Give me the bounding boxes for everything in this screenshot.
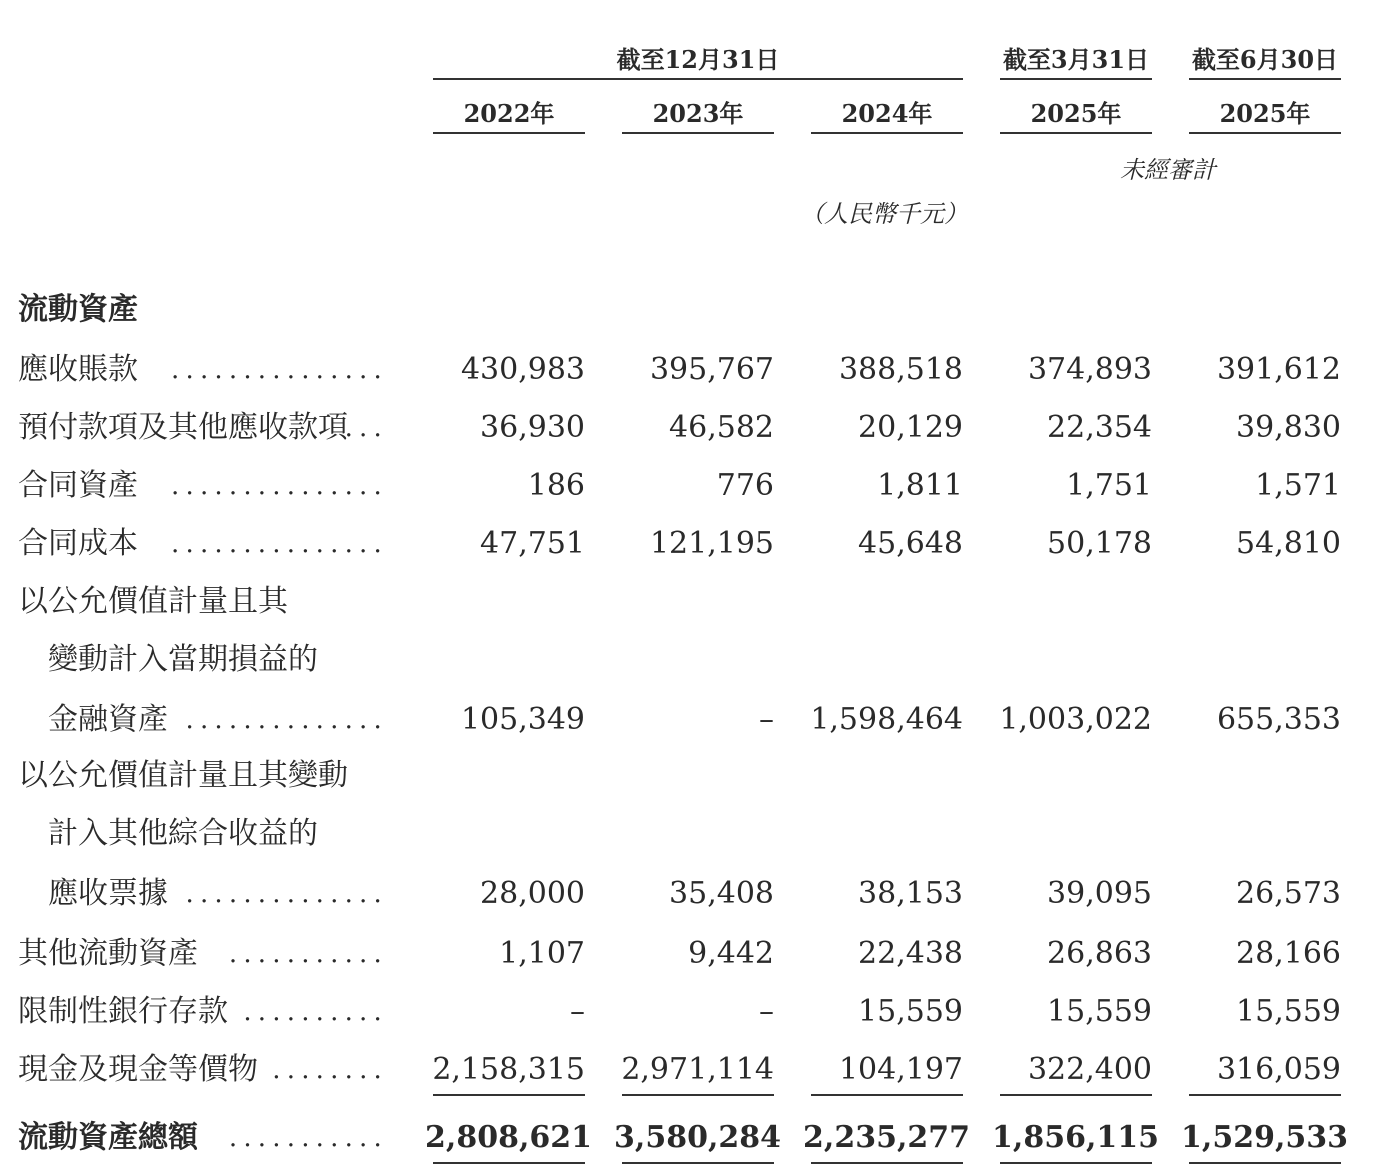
cell-value: 26,573: [1236, 876, 1341, 911]
header-group-mar31: 截至3月31日: [1002, 45, 1150, 74]
cell-value: –: [759, 702, 774, 737]
row-label: 合同成本: [18, 526, 138, 561]
total-value: 2,235,277: [803, 1120, 971, 1155]
year-header-2025-mar: 2025年: [1030, 99, 1122, 128]
leader-dots: ..............: [185, 705, 388, 735]
year-rule-2025-jun: [1189, 132, 1341, 134]
header-group-jun30: 截至6月30日: [1191, 45, 1339, 74]
cell-value: 391,612: [1216, 352, 1341, 387]
unit-note: （人民幣千元）: [800, 200, 968, 228]
cell-value: 395,767: [649, 352, 774, 387]
section-title: 流動資產: [18, 292, 138, 327]
cell-value: 35,408: [669, 876, 774, 911]
cell-value: 45,648: [858, 526, 963, 561]
row-label: 應收賬款: [18, 352, 138, 387]
row-label-line: 金融資產: [48, 702, 168, 737]
cell-value: 20,129: [858, 410, 963, 445]
cell-value: 374,893: [1027, 352, 1152, 387]
subtotal-rule: [1000, 1094, 1152, 1096]
header-group-mar31-rule: [1000, 78, 1152, 80]
cell-value: 1,571: [1255, 468, 1341, 503]
cell-value: 776: [716, 468, 774, 503]
cell-value: 28,166: [1236, 936, 1341, 971]
cell-value: 15,559: [1236, 994, 1341, 1029]
cell-value: 105,349: [460, 702, 585, 737]
year-rule-2024: [811, 132, 963, 134]
cell-value: 15,559: [858, 994, 963, 1029]
cell-value: 54,810: [1236, 526, 1341, 561]
total-value: 1,529,533: [1181, 1120, 1349, 1155]
year-header-2023: 2023年: [652, 99, 744, 128]
row-label-line: 計入其他綜合收益的: [48, 816, 318, 851]
cell-value: 9,442: [688, 936, 774, 971]
leader-dots: ........: [272, 1055, 388, 1085]
year-rule-2025-mar: [1000, 132, 1152, 134]
leader-dots: ...............: [171, 471, 388, 501]
cell-value: 655,353: [1216, 702, 1341, 737]
year-rule-2022: [433, 132, 585, 134]
row-label: 其他流動資產: [18, 936, 198, 971]
row-label-line: 應收票據: [48, 876, 168, 911]
total-value: 2,808,621: [425, 1120, 593, 1155]
cell-value: 38,153: [858, 876, 963, 911]
cell-value: 22,354: [1047, 410, 1152, 445]
leader-dots: ...............: [171, 355, 388, 385]
total-label: 流動資產總額: [18, 1120, 198, 1155]
cell-value: 39,830: [1236, 410, 1341, 445]
total-rule: [1000, 1162, 1152, 1164]
leader-dots: ...............: [171, 529, 388, 559]
cell-value: 47,751: [480, 526, 585, 561]
cell-value: 121,195: [649, 526, 774, 561]
cell-value: –: [759, 994, 774, 1029]
leader-dots: ..............: [185, 879, 388, 909]
row-label: 預付款項及其他應收款項: [18, 410, 348, 445]
row-label: 合同資產: [18, 468, 138, 503]
row-label: 現金及現金等價物: [18, 1052, 258, 1087]
cell-value: 22,438: [858, 936, 963, 971]
row-label-line: 以公允價值計量且其變動: [18, 758, 348, 793]
header-group-dec31-rule: [433, 78, 963, 80]
cell-value: 36,930: [480, 410, 585, 445]
subtotal-rule: [433, 1094, 585, 1096]
cell-value: –: [570, 994, 585, 1029]
row-label-line: 以公允價值計量且其: [18, 584, 288, 619]
total-value: 3,580,284: [614, 1120, 782, 1155]
header-group-dec31: 截至12月31日: [616, 45, 780, 74]
subtotal-rule: [1189, 1094, 1341, 1096]
subtotal-rule: [622, 1094, 774, 1096]
year-header-2024: 2024年: [841, 99, 933, 128]
cell-value: 388,518: [838, 352, 963, 387]
cell-value: 1,751: [1066, 468, 1152, 503]
year-rule-2023: [622, 132, 774, 134]
cell-value: 430,983: [460, 352, 585, 387]
cell-value: 46,582: [669, 410, 774, 445]
leader-dots: ...........: [228, 939, 388, 969]
total-rule: [433, 1162, 585, 1164]
row-label: 限制性銀行存款: [18, 994, 228, 1029]
cell-value: 1,107: [499, 936, 585, 971]
leader-dots: ..........: [243, 997, 388, 1027]
cell-value: 2,158,315: [432, 1052, 585, 1087]
unaudited-note: 未經審計: [1120, 156, 1216, 184]
total-rule: [1189, 1162, 1341, 1164]
cell-value: 2,971,114: [621, 1052, 774, 1087]
cell-value: 322,400: [1027, 1052, 1152, 1087]
cell-value: 39,095: [1047, 876, 1152, 911]
cell-value: 186: [527, 468, 585, 503]
cell-value: 316,059: [1216, 1052, 1341, 1087]
leader-dots: ...........: [228, 1123, 388, 1153]
cell-value: 28,000: [480, 876, 585, 911]
cell-value: 1,003,022: [999, 702, 1152, 737]
total-rule: [622, 1162, 774, 1164]
cell-value: 1,598,464: [810, 702, 963, 737]
cell-value: 15,559: [1047, 994, 1152, 1029]
year-header-2022: 2022年: [463, 99, 555, 128]
header-group-jun30-rule: [1189, 78, 1341, 80]
subtotal-rule: [811, 1094, 963, 1096]
cell-value: 104,197: [838, 1052, 963, 1087]
total-value: 1,856,115: [992, 1120, 1160, 1155]
cell-value: 26,863: [1047, 936, 1152, 971]
leader-dots: ...: [344, 413, 388, 443]
cell-value: 1,811: [877, 468, 963, 503]
row-label-line: 變動計入當期損益的: [48, 642, 318, 677]
total-rule: [811, 1162, 963, 1164]
cell-value: 50,178: [1047, 526, 1152, 561]
year-header-2025-jun: 2025年: [1219, 99, 1311, 128]
